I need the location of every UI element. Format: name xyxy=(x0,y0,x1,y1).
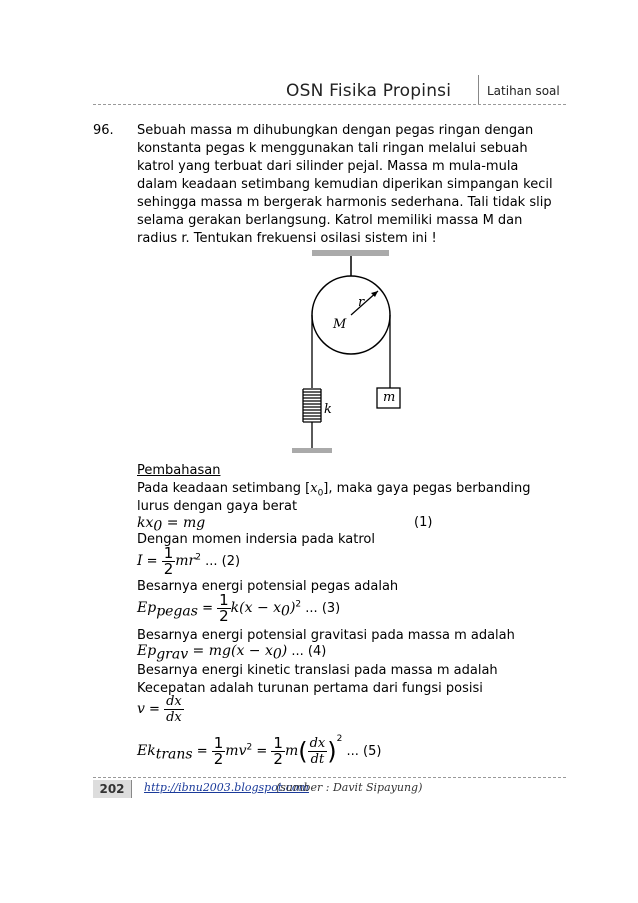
label-M: M xyxy=(333,317,347,332)
intro-text-a: Pada keadaan setimbang [ xyxy=(137,481,311,496)
text-velocity: Kecepatan adalah turunan pertama dari fungsi posisi xyxy=(137,681,483,696)
eq2-frac-num: 1 xyxy=(163,544,174,562)
eq6-sup2: 2 xyxy=(336,734,343,744)
eq1-lhs: kx xyxy=(137,515,154,531)
eq6-fraction-1 xyxy=(212,736,226,767)
eq6-frac2-den: 2 xyxy=(273,750,283,768)
eq5-frac-num: dx xyxy=(166,694,182,709)
intro-text-b: ], maka gaya pegas berbanding xyxy=(323,481,531,496)
problem-line: radius r. Tentukan frekuensi osilasi sistem ini ! xyxy=(137,231,437,246)
eq5-lhs: v xyxy=(137,701,145,717)
problem-line: Sebuah massa m dihubungkan dengan pegas ringan dengan xyxy=(137,123,534,138)
eq6-fraction-2 xyxy=(271,736,285,767)
footer-rule xyxy=(93,777,566,778)
eq2-lhs: I xyxy=(137,553,143,569)
problem-number: 96. xyxy=(93,123,114,138)
eq3-close: ) xyxy=(289,600,296,616)
eq1-rhs: = mg xyxy=(162,515,206,531)
solution-intro-line2: lurus dengan gaya berat xyxy=(137,499,298,514)
eq3-sub0: 0 xyxy=(281,603,290,620)
ceiling-support xyxy=(312,250,389,256)
page-number: 202 xyxy=(93,780,132,798)
eq6-lhs: Ek xyxy=(137,743,156,759)
header-subtitle: Latihan soal xyxy=(487,84,560,98)
text-ep-grav: Besarnya energi potensial gravitasi pada massa m adalah xyxy=(137,628,515,643)
floor-support xyxy=(292,448,332,453)
eq2-sup: 2 xyxy=(195,552,201,563)
eq3-frac-den: 2 xyxy=(219,607,229,625)
equation-1-number: (1) xyxy=(414,515,433,530)
footer-link[interactable]: http://ibnu2003.blogspot.com xyxy=(144,781,309,794)
eq3-lhs: Ep xyxy=(137,600,157,616)
equation-2: I = $\frac{1}{2}$ $mr^2$ ... (2) xyxy=(137,544,241,578)
eq2-number: ... (2) xyxy=(205,554,241,569)
problem-line: konstanta pegas k menggunakan tali ringan melalui sebuah xyxy=(137,141,528,156)
eq6-frac1-num: 1 xyxy=(213,734,224,752)
label-m: m xyxy=(383,390,396,405)
problem-line: sehingga massa m bergerak harmonis sederhana. Tali tidak slip xyxy=(137,195,552,210)
text-inertia: Dengan momen indersia pada katrol xyxy=(137,532,375,547)
eq3-frac-num: 1 xyxy=(219,591,229,609)
problem-line: katrol yang terbuat dari silinder pejal. Massa m mula-mula xyxy=(137,159,519,174)
label-k: k xyxy=(324,402,332,417)
equation-5: $Ek_{trans}$ = $\frac{1}{2}$ $mv^2$ = $\frac{1}{2}$ m( $\frac{dx}{dt}$ )$^2$ ... (5) xyxy=(137,734,382,768)
eq5-fraction xyxy=(164,694,184,725)
intro-sub: 0 xyxy=(317,488,324,499)
text-ep-spring: Besarnya energi potensial pegas adalah xyxy=(137,579,399,594)
eq4-close: ) xyxy=(281,643,288,659)
eq3-rhs: k(x − x xyxy=(230,600,282,616)
eq3-sub: pegas xyxy=(156,603,198,620)
eq6-number: ... (5) xyxy=(346,744,382,759)
eq6-frac3-num: dx xyxy=(309,736,326,751)
eq3-sup: 2 xyxy=(295,599,302,610)
eq6-frac2-num: 1 xyxy=(273,734,283,752)
eq5-frac-den: dx xyxy=(166,710,182,725)
label-r: r xyxy=(358,295,365,310)
solution-heading: Pembahasan xyxy=(137,463,221,478)
eq2-rhs: mr xyxy=(175,553,196,569)
eq4-sub: grav xyxy=(156,646,189,663)
eq2-fraction xyxy=(162,546,176,577)
header-title: OSN Fisika Propinsi xyxy=(286,81,452,101)
eq6-fraction-3 xyxy=(308,736,328,767)
eq1-sub: 0 xyxy=(153,518,163,535)
intro-var: x xyxy=(310,481,318,496)
eq6-frac3-den: dt xyxy=(310,752,325,767)
spring xyxy=(303,389,321,422)
problem-line: dalam keadaan setimbang kemudian diperikan simpangan kecil xyxy=(137,177,553,192)
equation-velocity: v = $\frac{dx}{dx}$ xyxy=(137,694,182,725)
eq6-sup: 2 xyxy=(246,742,253,753)
equation-3: $Ep_{pegas}$ = $\frac{1}{2}$ $k(x - x_0)^2$ ... (3) xyxy=(137,591,341,625)
problem-line: selama gerakan berlangsung. Katrol memiliki massa M dan xyxy=(137,213,523,228)
eq6-frac1-den: 2 xyxy=(213,750,224,768)
eq6-mid: mv xyxy=(225,743,247,759)
eq6-sub: trans xyxy=(155,746,193,763)
eq3-fraction xyxy=(217,593,231,624)
eq3-number: ... (3) xyxy=(305,601,341,616)
eq4-rhs: = mg(x − x xyxy=(188,643,273,659)
eq4-number: ... (4) xyxy=(287,644,327,659)
text-ek: Besarnya energi kinetic translasi pada massa m adalah xyxy=(137,663,498,678)
equation-4 xyxy=(137,643,326,663)
eq4-lhs: Ep xyxy=(137,643,157,659)
eq6-m: m xyxy=(284,743,299,759)
eq4-sub0: 0 xyxy=(272,646,282,663)
eq2-frac-den: 2 xyxy=(163,560,174,578)
footer-source: (sumber : Davit Sipayung) xyxy=(276,781,423,794)
